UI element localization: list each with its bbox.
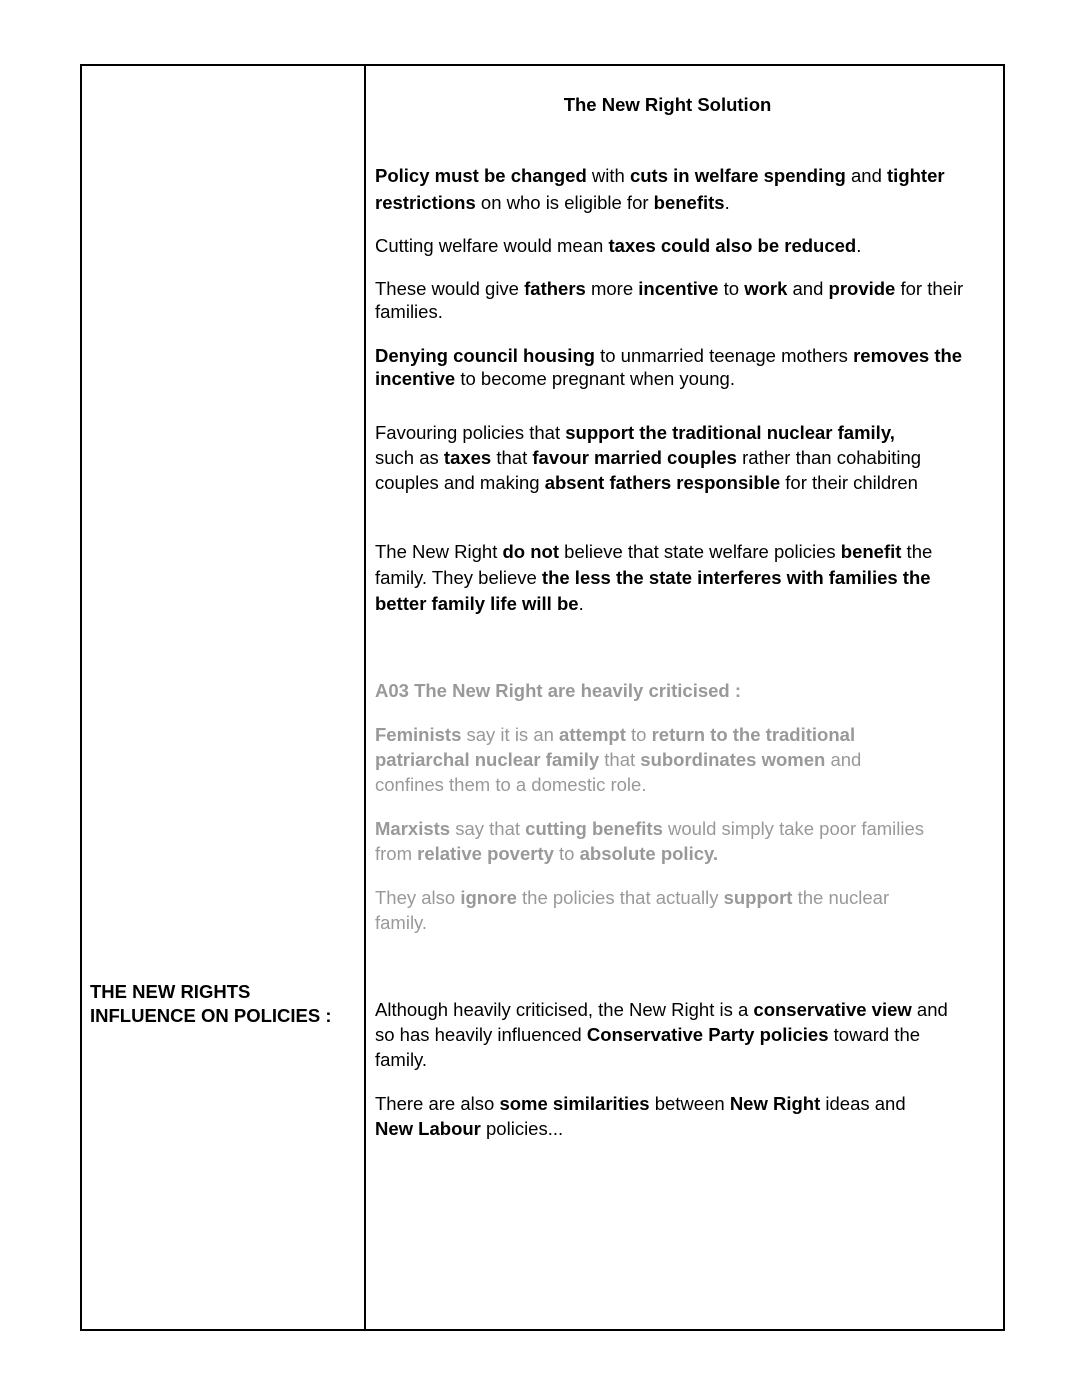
bold-text: fathers <box>524 278 586 299</box>
text-run: the policies that actually <box>516 887 724 908</box>
text-run: say it is an <box>461 724 560 745</box>
bold-text: Conservative Party policies <box>586 1024 829 1045</box>
text-run: toward the family. <box>375 1024 921 1070</box>
bold-text: provide <box>828 278 896 299</box>
criticism-ignore <box>375 885 925 935</box>
text-run: with <box>586 165 630 186</box>
section-title: The New Right Solution <box>563 94 772 115</box>
bold-text: incentive <box>638 278 719 299</box>
paragraph-new-labour <box>375 1091 940 1141</box>
text-run: the family. They believe <box>375 541 933 588</box>
text-run: that <box>491 447 533 468</box>
text-run: They also <box>375 887 461 908</box>
bold-text: favour married couples <box>532 447 737 468</box>
text-run: to <box>625 724 652 745</box>
paragraph-taxes <box>375 233 985 258</box>
criticism-heading: A03 The New Right are heavily criticised : <box>375 680 742 701</box>
notes-table <box>80 64 1005 1331</box>
text-run: the nuclear family. <box>375 887 890 933</box>
text-run: . <box>578 593 584 614</box>
text-run: The New Right <box>375 541 503 562</box>
bold-text: conservative view <box>753 999 912 1020</box>
row-label <box>90 980 360 1028</box>
bold-text: work <box>744 278 788 299</box>
text-run: Although heavily criticised, the New Right is a <box>375 999 754 1020</box>
paragraph-fathers <box>375 277 1000 323</box>
bold-text: New Labour <box>375 1118 481 1139</box>
bold-text: absent fathers responsible <box>544 472 781 493</box>
bold-text: some similarities <box>499 1093 650 1114</box>
text-run: that <box>599 749 641 770</box>
text-run: Cutting welfare would mean <box>375 235 609 256</box>
bold-text: relative poverty <box>417 843 554 864</box>
text-run: and so has heavily influenced <box>375 999 948 1045</box>
text-run: Favouring policies that <box>375 422 566 443</box>
bold-text: New Right <box>729 1093 821 1114</box>
column-divider <box>364 66 366 1329</box>
bold-text: benefits <box>653 192 725 213</box>
text-run: rather than cohabiting couples and making <box>375 447 922 493</box>
bold-text: taxes could also be reduced <box>608 235 857 256</box>
bold-text: Feminists <box>375 724 462 745</box>
text-run: These would give <box>375 278 525 299</box>
text-run: say that <box>450 818 526 839</box>
bold-text: subordinates women <box>640 749 826 770</box>
text-run: and <box>845 165 888 186</box>
bold-text: cuts in welfare spending <box>629 165 846 186</box>
row-label-line1: THE NEW RIGHTS <box>90 981 251 1002</box>
bold-text: absolute policy. <box>579 843 719 864</box>
text-run: There are also <box>375 1093 500 1114</box>
text-run: to become pregnant when young. <box>455 368 735 389</box>
paragraph-nuclear-family <box>375 420 930 495</box>
bold-text: return to the traditional patriarchal nuclear family <box>375 724 856 770</box>
bold-text: Marxists <box>375 818 451 839</box>
text-run: more <box>585 278 639 299</box>
paragraph-conservative-influence <box>375 997 965 1072</box>
text-run: and confines them to a domestic role. <box>375 749 862 795</box>
bold-text: ignore <box>460 887 517 908</box>
text-run: such as <box>375 447 444 468</box>
text-run: and <box>787 278 829 299</box>
bold-text: support the traditional nuclear family, <box>565 422 895 443</box>
paragraph-policy-change <box>375 162 985 216</box>
criticism-marxists <box>375 816 965 866</box>
bold-text: Denying council housing <box>375 345 595 366</box>
criticism-feminists <box>375 722 895 797</box>
text-run: to <box>718 278 745 299</box>
text-run: between <box>649 1093 730 1114</box>
text-run: believe that state welfare policies <box>559 541 841 562</box>
text-run: to unmarried teenage mothers <box>594 345 854 366</box>
text-run: . <box>724 192 730 213</box>
text-run: policies... <box>480 1118 564 1139</box>
bold-text: removes the incentive <box>375 345 963 389</box>
bold-text: cutting benefits <box>525 818 663 839</box>
bold-text: benefit <box>840 541 902 562</box>
bold-text: taxes <box>443 447 492 468</box>
bold-text: tighter restrictions <box>375 165 945 213</box>
bold-text: the less the state interferes with families the better family life will be <box>375 567 931 614</box>
text-run: for their families. <box>375 278 964 322</box>
text-run: to <box>553 843 580 864</box>
row-label-line2: INFLUENCE ON POLICIES : <box>90 1005 332 1026</box>
text-run: ideas and <box>820 1093 906 1114</box>
bold-text: support <box>723 887 793 908</box>
text-run: for their children <box>780 472 918 493</box>
bold-text: attempt <box>559 724 626 745</box>
text-run: . <box>856 235 862 256</box>
bold-text: Policy must be changed <box>375 165 587 186</box>
text-run: would simply take poor families from <box>375 818 925 864</box>
text-run: on who is eligible for <box>475 192 654 213</box>
bold-text: do not <box>502 541 560 562</box>
paragraph-state-interference <box>375 539 935 617</box>
paragraph-council-housing <box>375 344 1000 390</box>
